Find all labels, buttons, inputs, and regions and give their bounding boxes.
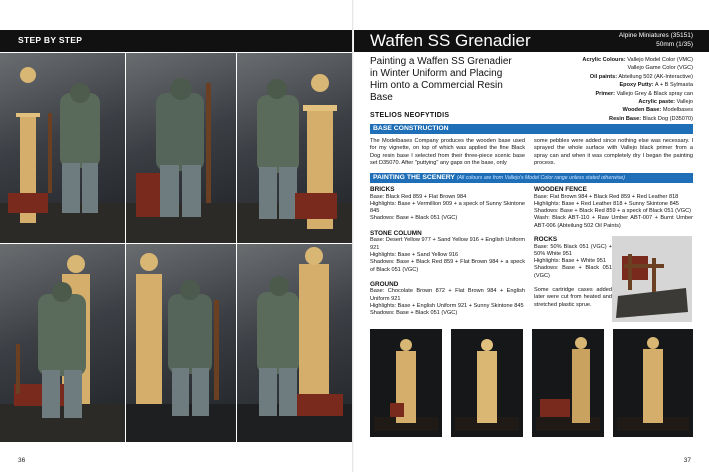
spec-row: Vallejo Game Color (VGC) [627,65,693,72]
article-subtitle: Painting a Waffen SS Grenadier in Winter Uniform and Placing Him onto a Commercial Resin Base [370,56,512,103]
spec-row: Resin Base: Black Dog (D35070) [609,115,693,122]
spec-row: Epoxy Putty: A + B Sylmasta [619,82,693,89]
left-page [0,0,354,472]
base-text-col2 [534,138,693,170]
spec-row: Wooden Base: Modelbases [622,107,693,114]
photo-figure-side-top [126,53,236,243]
left-header-bar [0,30,354,52]
thumbnail-column-step-4 [613,329,693,437]
ground-heading: GROUND [370,280,399,288]
fence-line: Base: Flat Brown 984 + Black Red 859 + Red Leather 818 [534,193,679,200]
wooden-fence-heading: WOODEN FENCE [534,186,587,193]
photo-vignette-back-bottom [237,244,354,442]
thumbnail-column-step-2 [451,329,523,437]
spec-row: Acrylic Colours: Vallejo Model Color (VMC) [582,57,693,63]
ground-line: Highlights: Base + English Uniform 921 + Sunny Skintone 845 [370,303,524,310]
stone-column-heading: STONE COLUMN [370,229,422,237]
recipes-col2 [534,186,693,233]
base-paragraph-2: some pebbles were added since nothing else was necessary. I sprayed the whole surface with Vallejo black primer from a spray can and when it was completely dry I began the painting process. [534,138,693,166]
kit-info [619,32,693,49]
ground-line: Shadows: Base + Black 051 (VGC) [370,310,458,317]
section-header-base: BASE CONSTRUCTION [370,124,693,134]
kit-scale: 50mm (1/35) [656,40,693,48]
rocks-block [534,236,612,312]
section-label: STEP BY STEP [18,35,83,45]
bricks-line: Shadows: Base + Black 051 (VGC) [370,215,458,222]
bricks-heading: BRICKS [370,186,395,193]
fence-line: Shadows: Base + Black Red 859 + a speck of Black 051 (VGC) [534,208,692,215]
kit-maker: Alpine Miniatures (35151) [618,32,693,39]
section-header-scenery [370,173,693,183]
stone-line: Base: Desert Yellow 977 + Sand Yellow 916 + English Uniform 921 [370,237,525,251]
photo-base-detail [612,236,692,322]
fence-line: Highlights: Base + Red Leather 818 + Sunny Skintone 845 [534,200,679,207]
rocks-heading: ROCKS [534,236,558,243]
base-paragraph-1: The Modelbases Company produces the wooden base used for my vignette, on top of which was applied the fine Black Dog resin base I selected from their three-piece scenic base set D35070. After "puttying" any gaps on the base, only [370,138,525,166]
spec-row: Primer: Vallejo Grey & Black spray can [595,90,693,97]
thumbnail-column-step-3 [532,329,604,437]
rocks-line: Highlights: Base + White 951 [534,258,606,265]
author-name: STELIOS NEOFYTIDIS [370,112,450,119]
fence-line: Wash: Black ABT-110 + Raw Umber ABT-007 + Burnt Umber ABT-006 (Abteilung 502 Oil Paints) [534,215,693,229]
rocks-line: Base: 50% Black 051 (VGC) + 50% White 951 [534,243,612,257]
ground-line: Base: Chocolate Brown 872 + Flat Brown 984 + English Uniform 921 [370,288,525,302]
stone-line: Highlights: Base + Sand Yellow 916 [370,251,459,258]
photo-figure-back-top [237,53,354,243]
page-number-right: 37 [683,457,691,464]
materials-list [523,56,693,123]
right-page [354,0,709,472]
rocks-line: Shadows: Base + Black 051 (VGC) [534,265,612,279]
stone-line: Shadows: Base + Black Red 859 + Flat Brown 984 + a speck of Black 051 (VGC) [370,259,525,273]
bricks-line: Base: Black Red 859 + Flat Brown 984 [370,193,467,200]
base-text-col1 [370,138,525,170]
recipes-col1 [370,186,525,321]
thumbnail-column-step-1 [370,329,442,437]
spec-row: Oil paints: Abteilung 502 (AK-Interactive) [589,73,693,80]
scenery-heading: PAINTING THE SCENERY [373,174,455,181]
bricks-line: Highlights: Base + Vermillion 909 + a speck of Sunny Skintone 845 [370,200,525,215]
cartridge-note: Some cartridge cases added later were cut from heated and stretched plastic sprue. [534,287,612,308]
scenery-note: (All colours are from Vallejo's Model Color range unless stated otherwise) [456,175,626,181]
photo-figure-front-top [0,53,125,243]
article-title: Waffen SS Grenadier [370,31,531,50]
spec-row: Acrylic paste: Vallejo [638,99,693,106]
right-header-bar [354,30,709,52]
page-number-left: 36 [18,457,26,464]
photo-vignette-side-bottom [126,244,236,442]
photo-vignette-front-bottom [0,244,125,442]
